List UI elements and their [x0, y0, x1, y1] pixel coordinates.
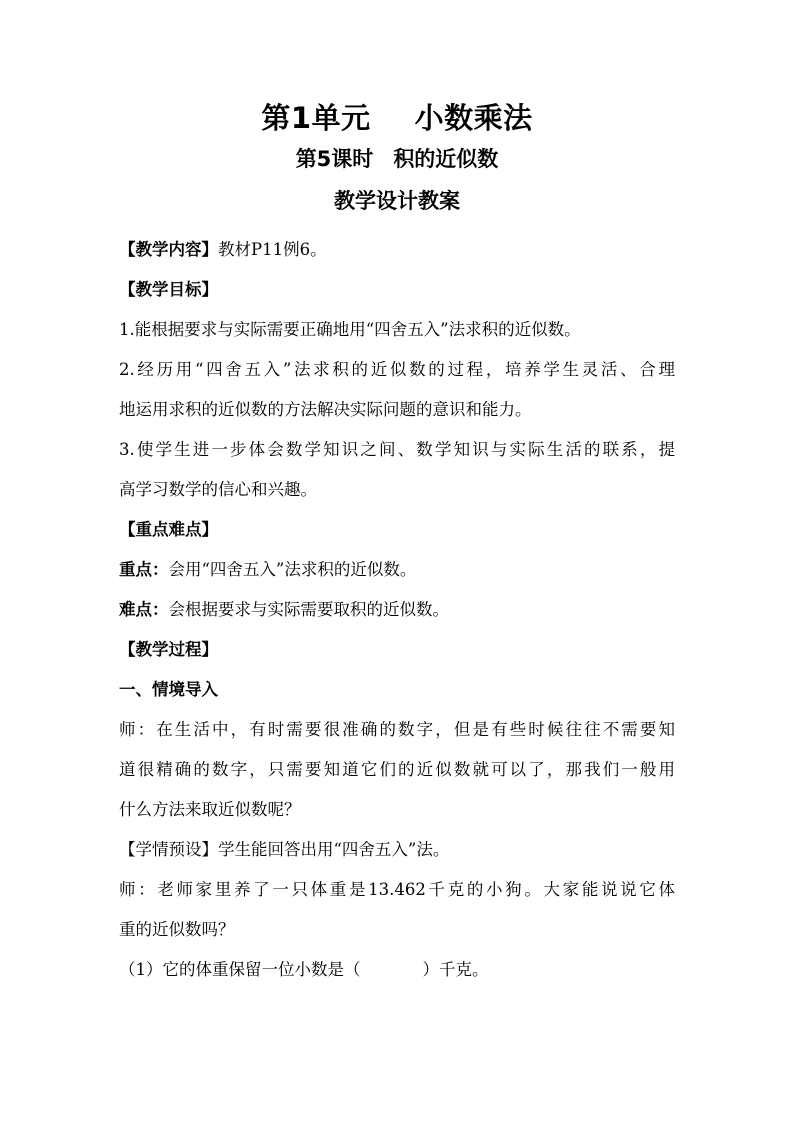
question-1 [119, 950, 675, 990]
key-point-text: 会用“四舍五入”法求积的近似数。 [168, 560, 417, 579]
lesson-number: 第5课时 [295, 147, 374, 171]
key-point-line [119, 550, 675, 590]
teacher-paragraph-1-line-3: 什么方法来取近似数呢？ [119, 800, 301, 819]
goal-2-line-2: 地运用求积的近似数的方法解决实际问题的意识和能力。 [119, 400, 532, 419]
preset-label: 【学情预设】 [119, 840, 218, 859]
difficulty-text: 会根据要求与实际需要取积的近似数。 [168, 600, 449, 619]
teaching-content-text: 教材P11例6。 [218, 240, 327, 259]
section-label-key-points: 【重点难点】 [119, 520, 218, 539]
difficulty-label: 难点： [119, 600, 169, 619]
question-1-suffix: ）千克。 [422, 960, 489, 979]
key-point-label: 重点： [119, 560, 169, 579]
document-body [119, 230, 675, 990]
section-heading-intro: 一、情境导入 [119, 680, 218, 699]
difficulty-line [119, 590, 675, 630]
goal-1: 1.能根据要求与实际需要正确地用“四舍五入”法求积的近似数。 [119, 320, 581, 339]
unit-name: 小数乘法 [414, 101, 533, 135]
goal-3-line-2: 高学习数学的信心和兴趣。 [119, 480, 317, 499]
section-label-goals: 【教学目标】 [119, 280, 218, 299]
lesson-title [0, 142, 794, 176]
preset-line [119, 830, 675, 870]
goal-3-line-1: 3.使学生进一步体会数学知识之间、数学知识与实际生活的联系，提 [119, 440, 675, 459]
preset-text: 学生能回答出用“四舍五入”法。 [218, 840, 450, 859]
section-label-content: 【教学内容】 [119, 240, 218, 259]
lesson-name: 积的近似数 [393, 147, 499, 171]
question-1-prefix: （1）它的体重保留一位小数是（ [119, 960, 361, 979]
teacher-paragraph-1-line-1: 师：在生活中，有时需要很准确的数字，但是有些时候往往不需要知 [119, 720, 675, 739]
document-type-title: 教学设计教案 [334, 189, 460, 213]
goal-2-line-1: 2.经历用“四舍五入”法求积的近似数的过程，培养学生灵活、合理 [119, 360, 675, 379]
teacher-paragraph-2-line-2: 重的近似数吗？ [119, 920, 235, 939]
unit-number: 第1单元 [261, 101, 371, 135]
teaching-content-line [119, 230, 675, 270]
teacher-paragraph-2-line-1: 师：老师家里养了一只体重是13.462千克的小狗。大家能说说它体 [119, 880, 675, 899]
teacher-paragraph-1-line-2: 道很精确的数字，只需要知道它们的近似数就可以了，那我们一般用 [119, 760, 675, 779]
unit-title [0, 98, 794, 138]
section-label-process: 【教学过程】 [119, 640, 218, 659]
